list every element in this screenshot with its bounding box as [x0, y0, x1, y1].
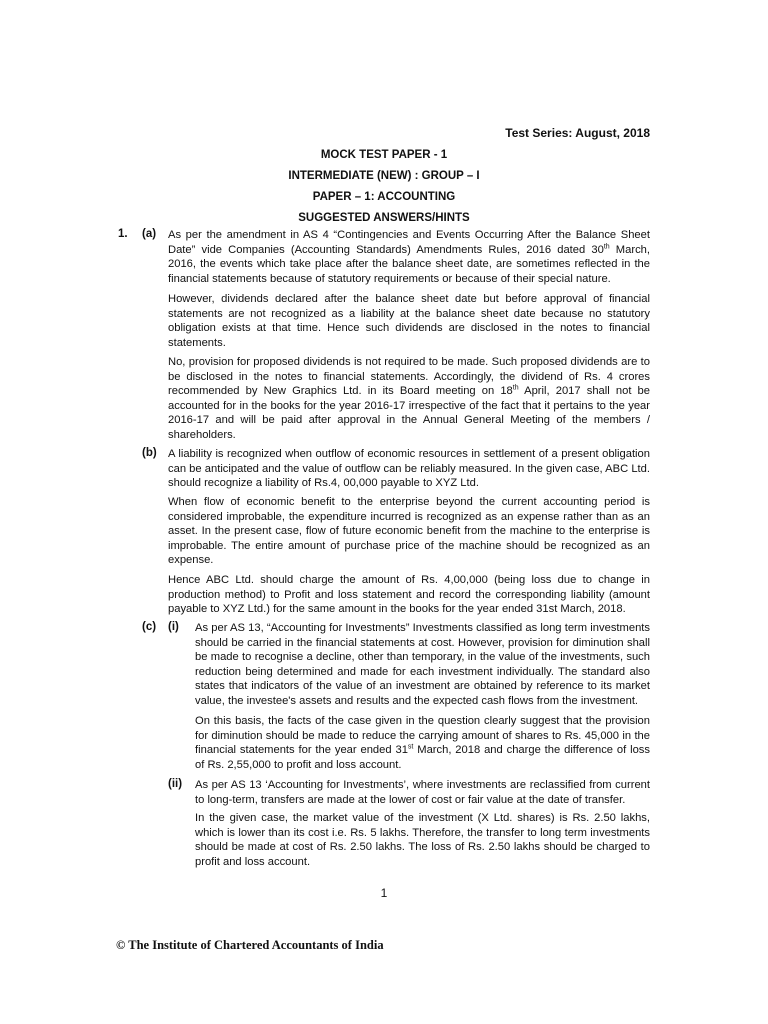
- question-number: 1.: [118, 228, 128, 240]
- part-b-paragraph-1: A liability is recognized when outflow of economic resources in settlement of a present obligation can be anticipated and the value of outflow can be reliably measured. In the given case, ABC Ltd. should recognize a liability of Rs.4, 00,000 payable to XYZ Ltd.: [168, 448, 650, 490]
- part-b-label: (b): [142, 447, 157, 459]
- part-a-paragraph-2: However, dividends declared after the balance sheet date but before approval of financial statements are not recognized as a liability at the balance sheet date because no statutory obligation exists at that time. Hence such dividends are disclosed in the notes to financial statements.: [168, 293, 650, 349]
- part-c-ii-label: (ii): [168, 778, 183, 790]
- part-b-paragraph-3: Hence ABC Ltd. should charge the amount of Rs. 4,00,000 (being loss due to change in production method) to Profit and loss statement and record the corresponding liability (amount payable to XYZ Ltd.) for the same amount in the books for the year ended 31st March, 2018.: [168, 574, 650, 616]
- part-b-paragraph-2: When flow of economic benefit to the enterprise beyond the current accounting period is considered improbable, the expenditure incurred is recognized as an expense rather than as an asset. In the present case, flow of future economic benefit from the machine to the enterprise is improbable. The entire amount of purchase price of the machine should be recognized as an expense.: [168, 496, 650, 567]
- part-c-i-paragraph-1: As per AS 13, “Accounting for Investments” Investments classified as long term investments should be carried in the financial statements at cost. However, provision for diminution shall be made to recognise a decline, other than temporary, in the value of the investments, such reduction being determined and made for each investment individually. The standard also states that indicators of the value of an investment are obtained by reference to its market value, the investee's assets and results and the expected cash flows from the investment.: [195, 622, 650, 707]
- page-number: 1: [380, 886, 388, 900]
- footer-copyright: © The Institute of Chartered Accountants of India: [116, 938, 384, 952]
- part-c-ii-paragraph-1: As per AS 13 ‘Accounting for Investments’, where investments are reclassified from current to long-term, transfers are made at the lower of cost or fair value at the date of transfer.: [195, 779, 650, 806]
- answers-heading: SUGGESTED ANSWERS/HINTS: [298, 212, 470, 224]
- part-c-ii-paragraph-2: In the given case, the market value of the investment (X Ltd. shares) is Rs. 2.50 lakhs, which is lower than its cost i.e. Rs. 5 lakhs. Therefore, the transfer to long term investments should be made at cost of Rs. 2.50 lakhs. The loss of Rs. 2.50 lakhs should be charged to profit and loss account.: [195, 812, 650, 868]
- part-c-label: (c): [142, 621, 157, 633]
- group-title: INTERMEDIATE (NEW) : GROUP – I: [288, 170, 480, 182]
- part-a-paragraph-1: As per the amendment in AS 4 “Contingencies and Events Occurring After the Balance Sheet Date” vide Companies (Accounting Standards) Amendments Rules, 2016 dated 30th March, 2016, the events which take place after the balance sheet date, are sometimes reflected in the financial statements because of statutory requirements or because of their special nature.: [168, 229, 650, 285]
- part-c-i-label: (i): [168, 621, 179, 633]
- paper-title: MOCK TEST PAPER - 1: [320, 149, 448, 161]
- test-series-label: Test Series: August, 2018: [505, 126, 650, 140]
- paper-subject: PAPER – 1: ACCOUNTING: [312, 191, 456, 203]
- part-a-paragraph-3: No, provision for proposed dividends is not required to be made. Such proposed dividends are to be disclosed in the notes to financial statements. Accordingly, the dividend of Rs. 4 crores recommended by New Graphics Ltd. in its Board meeting on 18th April, 2017 shall not be accounted for in the books for the year 2016-17 irrespective of the fact that it pertains to the year 2016-17 and will be paid after approval in the Annual General Meeting of the members / shareholders.: [168, 356, 650, 441]
- part-a-label: (a): [142, 228, 157, 240]
- part-c-i-paragraph-2: On this basis, the facts of the case given in the question clearly suggest that the provision for diminution should be made to reduce the carrying amount of shares to Rs. 45,000 in the financial statements for the year ended 31st March, 2018 and charge the difference of loss of Rs. 2,55,000 to profit and loss account.: [195, 715, 650, 771]
